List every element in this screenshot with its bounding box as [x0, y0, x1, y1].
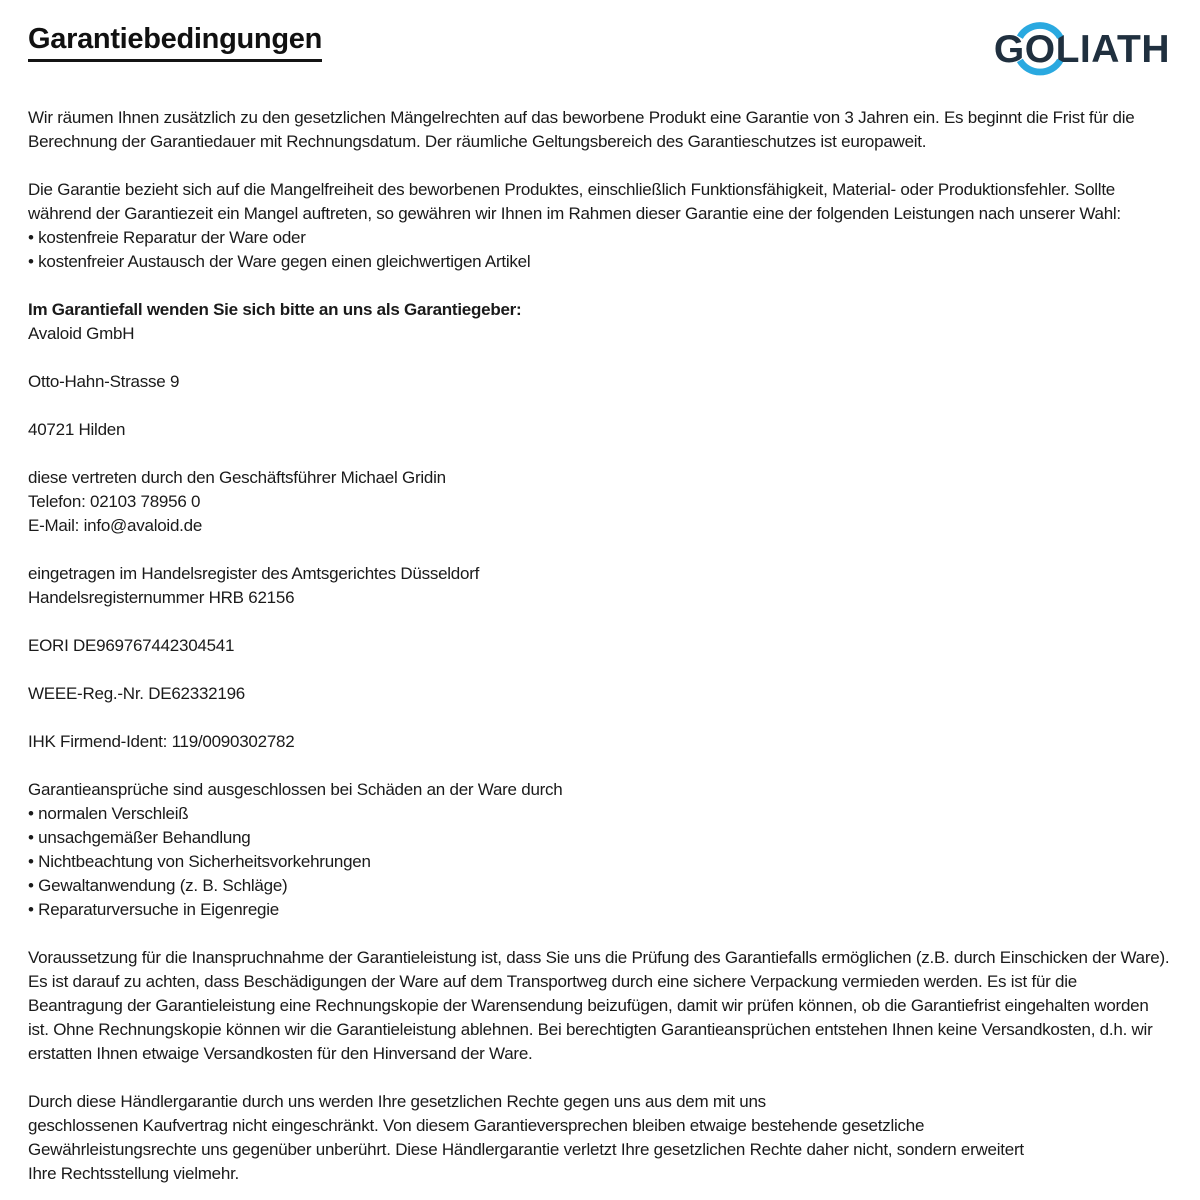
legal-line: geschlossenen Kaufvertrag nicht eingeschränkt. Von diesem Garantieversprechen bleiben etwaige bestehende gesetzliche	[28, 1116, 925, 1135]
legal-line: Gewährleistungsrechte uns gegenüber unberührt. Diese Händlergarantie verletzt Ihre gesetzlichen Rechte daher nicht, sondern erweitert	[28, 1140, 1024, 1159]
register-court-line: eingetragen im Handelsregister des Amtsgerichtes Düsseldorf	[28, 564, 480, 583]
coverage-bullet: • kostenfreie Reparatur der Ware oder	[28, 228, 306, 247]
legal-line: Durch diese Händlergarantie durch uns werden Ihre gesetzlichen Rechte gegen uns aus dem mit uns	[28, 1092, 766, 1111]
guarantor-contact	[28, 466, 1172, 538]
representative-line: diese vertreten durch den Geschäftsführer Michael Gridin	[28, 468, 446, 487]
ihk-block	[28, 730, 1172, 754]
coverage-bullet: • kostenfreier Austausch der Ware gegen einen gleichwertigen Artikel	[28, 252, 531, 271]
phone-line: Telefon: 02103 78956 0	[28, 492, 201, 511]
city-line: 40721 Hilden	[28, 420, 126, 439]
document-body	[28, 106, 1172, 1186]
logo-letter-g: G	[993, 28, 1025, 71]
eori-line: EORI DE969767442304541	[28, 636, 235, 655]
exclusions-heading: Garantieansprüche sind ausgeschlossen bei Schäden an der Ware durch	[28, 780, 563, 799]
guarantor-street	[28, 370, 1172, 394]
exclusion-bullet: • Gewaltanwendung (z. B. Schläge)	[28, 876, 288, 895]
legal-line: Ihre Rechtsstellung vielmehr.	[28, 1164, 240, 1183]
logo-letter-o: O	[1024, 28, 1056, 71]
register-block	[28, 562, 1172, 610]
exclusion-bullet: • unsachgemäßer Behandlung	[28, 828, 251, 847]
register-number-line: Handelsregisternummer HRB 62156	[28, 588, 295, 607]
goliath-logo	[994, 22, 1170, 78]
requirements-paragraph: Voraussetzung für die Inanspruchnahme der Garantieleistung ist, dass Sie uns die Prüfung des Garantiefalls ermöglichen (z.B. durch Einschicken der Ware). Es ist darauf zu achten, dass Beschädigungen der Ware auf dem Transportweg durch eine sichere Verpackung vermieden werden. Es ist für die Beantragung der Garantieleistung eine Rechnungskopie der Warensendung beizufügen, damit wir prüfen können, ob die Garantiefrist eingehalten worden ist. Ohne Rechnungskopie können wir die Garantieleistung ablehnen. Bei berechtigten Garantieansprüchen entstehen Ihnen keine Versandkosten, d.h. wir erstatten Ihnen etwaige Versandkosten für den Hinversand der Ware.	[28, 948, 1170, 1063]
logo-letters-liath: LIATH	[1055, 28, 1170, 71]
guarantor-heading: Im Garantiefall wenden Sie sich bitte an uns als Garantiegeber:	[28, 300, 522, 319]
ihk-line: IHK Firmend-Ident: 119/0090302782	[28, 732, 295, 751]
intro-paragraph: Wir räumen Ihnen zusätzlich zu den gesetzlichen Mängelrechten auf das beworbene Produkt eine Garantie von 3 Jahren ein. Es beginnt die Frist für die Berechnung der Garantiedauer mit Rechnungsdatum. Der räumliche Geltungsbereich des Garantieschutzes ist europaweit.	[28, 108, 1135, 151]
page-title: Garantiebedingungen	[28, 22, 322, 62]
guarantor-company: Avaloid GmbH	[28, 324, 135, 343]
weee-line: WEEE-Reg.-Nr. DE62332196	[28, 684, 245, 703]
coverage-paragraph: Die Garantie bezieht sich auf die Mangelfreiheit des beworbenen Produktes, einschließlich Funktionsfähigkeit, Material- oder Produktionsfehler. Sollte während der Garantiezeit ein Mangel auftreten, so gewähren wir Ihnen im Rahmen dieser Garantie eine der folgenden Leistungen nach unserer Wahl:	[28, 180, 1121, 223]
eori-block	[28, 634, 1172, 658]
weee-block	[28, 682, 1172, 706]
guarantor-city	[28, 418, 1172, 442]
exclusion-bullet: • Nichtbeachtung von Sicherheitsvorkehrungen	[28, 852, 371, 871]
exclusion-bullet: • Reparaturversuche in Eigenregie	[28, 900, 279, 919]
legal-paragraph	[28, 1090, 1172, 1186]
document-header	[28, 22, 1172, 84]
email-line: E-Mail: info@avaloid.de	[28, 516, 203, 535]
street-line: Otto-Hahn-Strasse 9	[28, 372, 180, 391]
exclusions-section	[28, 778, 1172, 922]
logo-letter-o-wrap	[1024, 28, 1056, 71]
exclusion-bullet: • normalen Verschleiß	[28, 804, 189, 823]
guarantor-section	[28, 298, 1172, 346]
coverage-section	[28, 178, 1172, 274]
